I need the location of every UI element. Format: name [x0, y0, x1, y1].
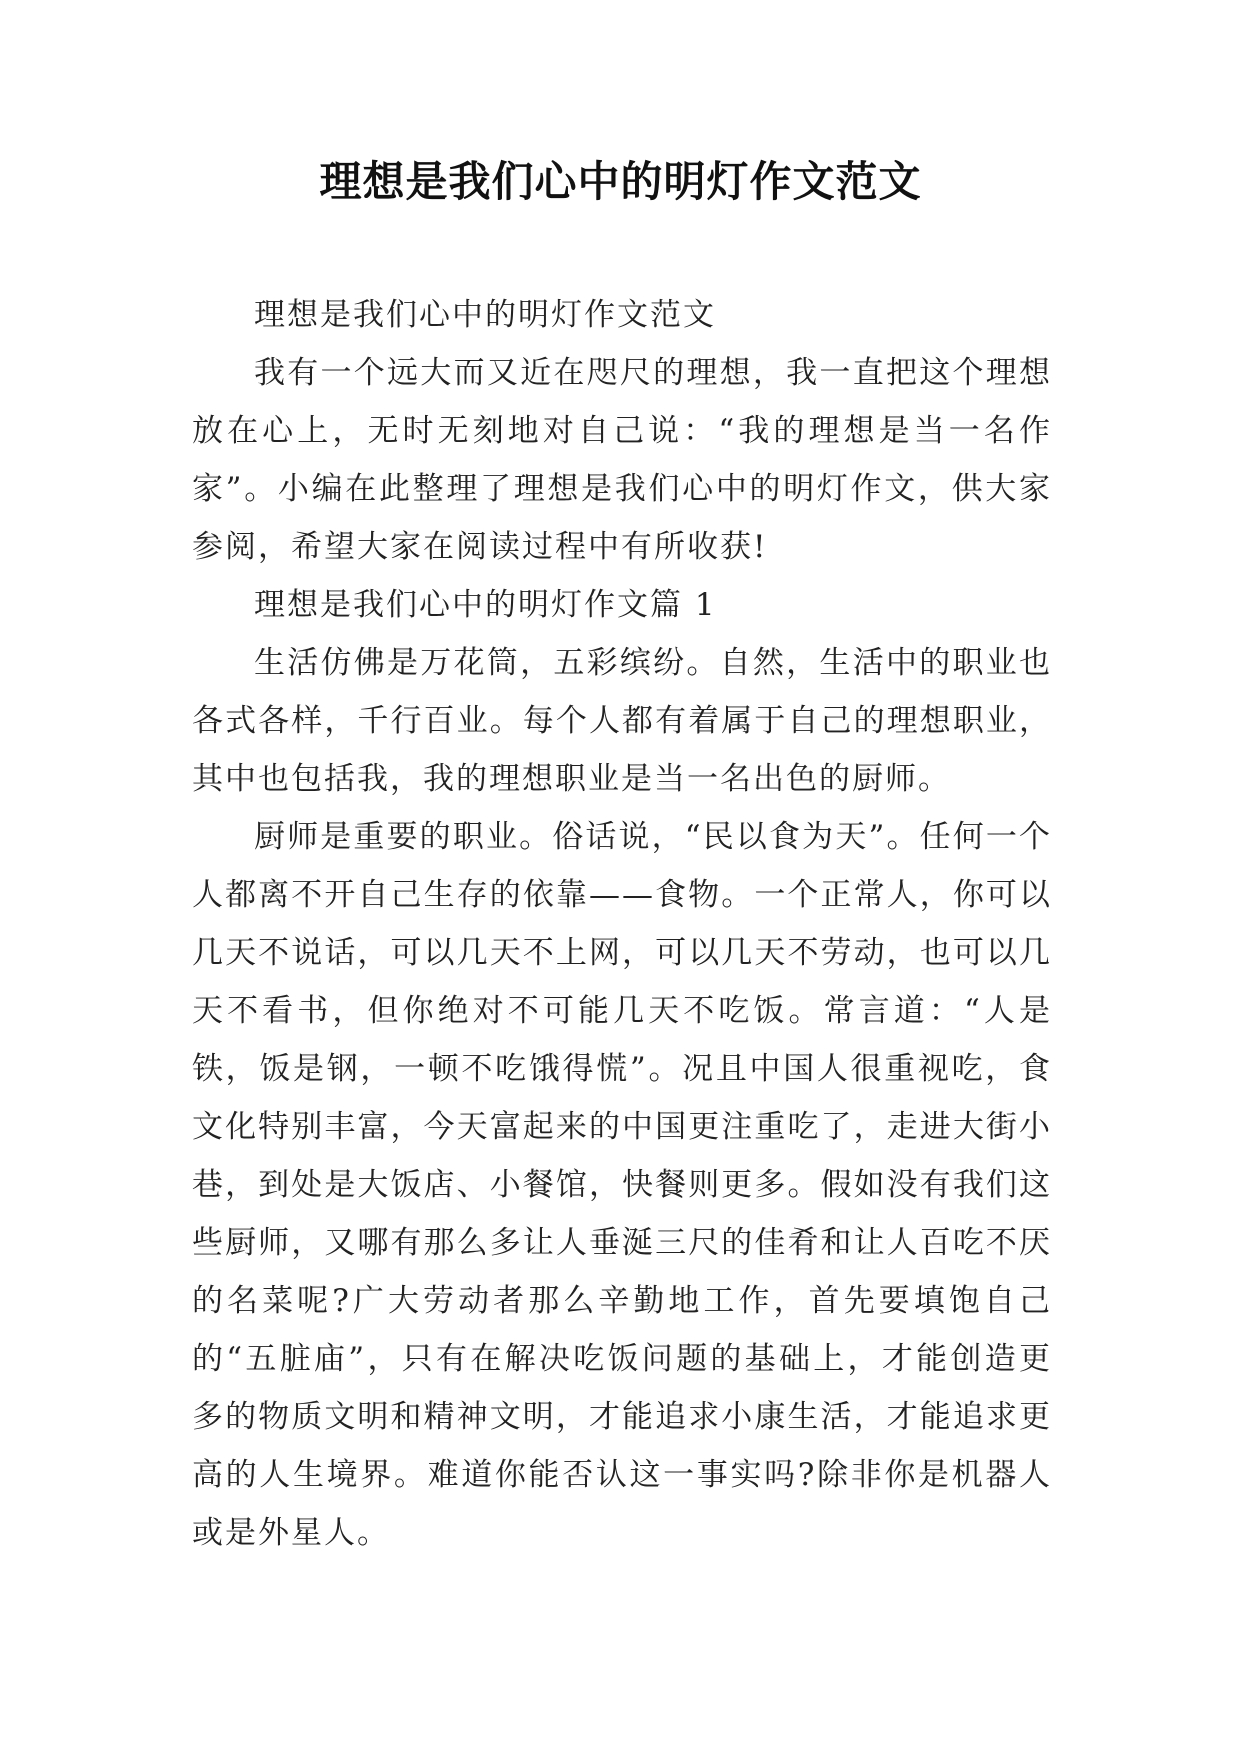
paragraph-section-heading: 理想是我们心中的明灯作文篇 1 [254, 587, 717, 623]
paragraph-body-2: 厨师是重要的职业。俗话说，“民以食为天”。任何一个人都离不开自己生存的依靠——食物。一个正常人，你可以几天不说话，可以几天不上网，可以几天不劳动，也可以几天不看书，但你绝对不可能几天不吃饭。常言道：“人是铁，饭是钢，一顿不吃饿得慌”。况且中国人很重视吃，食文化特别丰富，今天富起来的中国更注重吃了，走进大街小巷，到处是大饭店、小餐馆，快餐则更多。假如没有我们这些厨师，又哪有那么多让人垂涎三尺的佳肴和让人百吃不厌的名菜呢?广大劳动者那么辛勤地工作，首先要填饱自己的“五脏庙”，只有在解决吃饭问题的基础上，才能创造更多的物质文明和精神文明，才能追求小康生活，才能追求更高的人生境界。难道你能否认这一事实吗?除非你是机器人或是外星人。 [192, 819, 1052, 1551]
paragraph-intro: 我有一个远大而又近在咫尺的理想，我一直把这个理想放在心上，无时无刻地对自己说：“我的理想是当一名作家”。小编在此整理了理想是我们心中的明灯作文，供大家参阅，希望大家在阅读过程中有所收获! [192, 355, 1052, 565]
paragraph-subtitle: 理想是我们心中的明灯作文范文 [254, 297, 716, 333]
paragraph-body-1: 生活仿佛是万花筒，五彩缤纷。自然，生活中的职业也各式各样，千行百业。每个人都有着属于自己的理想职业，其中也包括我，我的理想职业是当一名出色的厨师。 [192, 645, 1052, 797]
document-body [192, 286, 1052, 1562]
document-title: 理想是我们心中的明灯作文范文 [319, 157, 922, 206]
